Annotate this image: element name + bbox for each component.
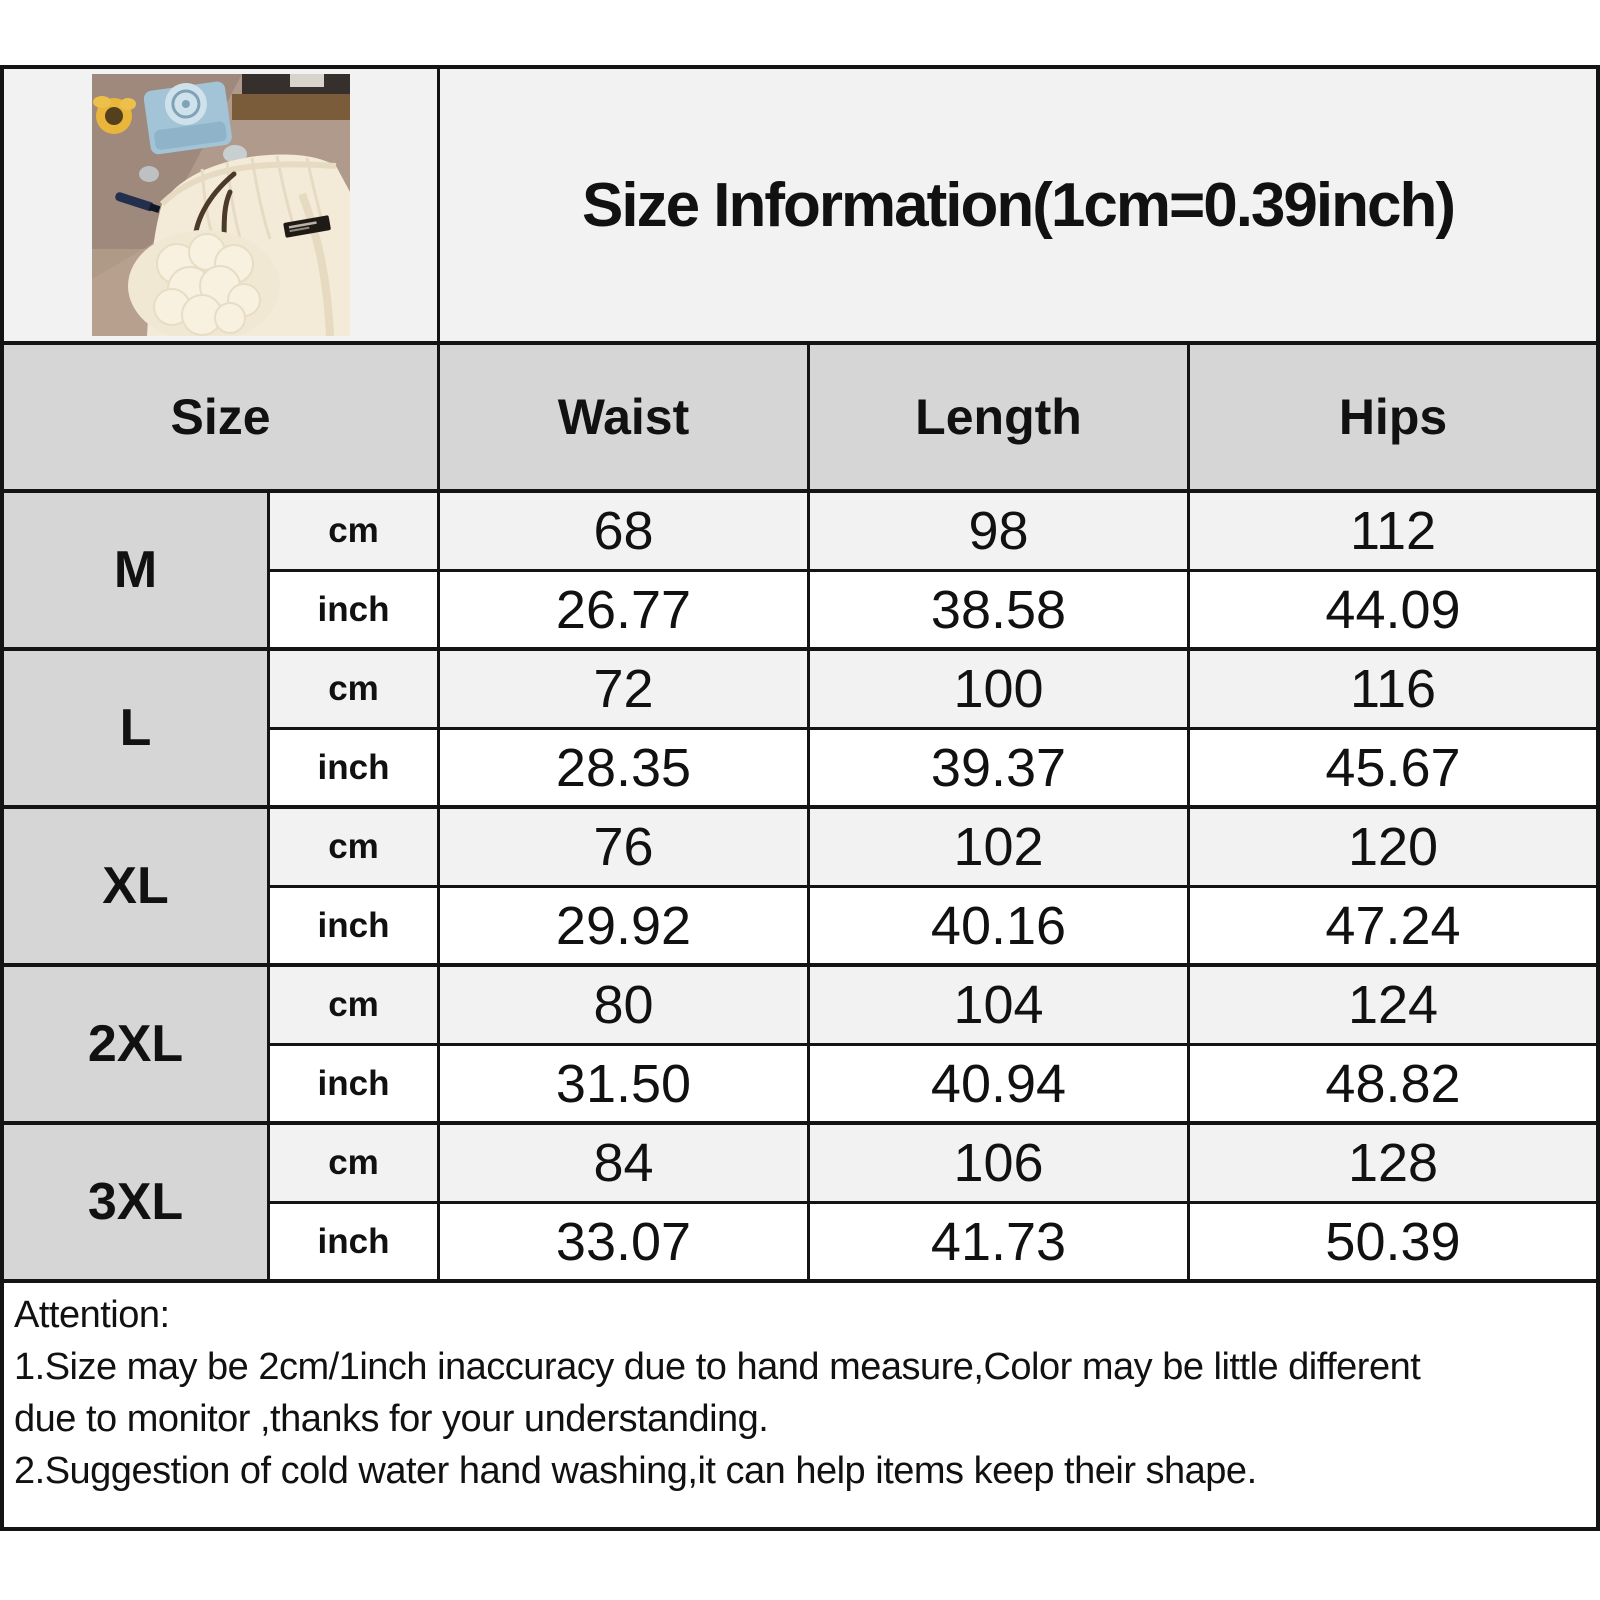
hips-cm-value: 128 [1190,1125,1596,1204]
attention-heading: Attention: [14,1294,170,1336]
hips-inch-value: 45.67 [1190,730,1596,809]
waist-cm-value: 76 [440,809,810,888]
hips-inch-value: 50.39 [1190,1204,1596,1283]
size-label-2xl: 2XL [4,967,270,1125]
waist-inch-value: 29.92 [440,888,810,967]
col-header-size: Size [4,345,440,493]
unit-label-cm: cm [270,1125,440,1204]
length-cm-value: 102 [810,809,1190,888]
length-cm-value: 98 [810,493,1190,572]
length-cm-value: 106 [810,1125,1190,1204]
unit-label-inch: inch [270,888,440,967]
size-label-xl: XL [4,809,270,967]
unit-label-cm: cm [270,651,440,730]
waist-inch-value: 26.77 [440,572,810,651]
col-header-length: Length [810,345,1190,493]
hips-cm-value: 112 [1190,493,1596,572]
hips-cm-value: 116 [1190,651,1596,730]
attention-line-1: 1.Size may be 2cm/1inch inaccuracy due to hand measure,Color may be little different [14,1346,1421,1388]
unit-label-cm: cm [270,967,440,1046]
unit-label-inch: inch [270,1046,440,1125]
size-label-3xl: 3XL [4,1125,270,1283]
col-header-waist: Waist [440,345,810,493]
unit-label-cm: cm [270,493,440,572]
hips-cm-value: 124 [1190,967,1596,1046]
length-inch-value: 38.58 [810,572,1190,651]
product-photo-cell [4,69,440,345]
unit-label-inch: inch [270,730,440,809]
col-header-hips: Hips [1190,345,1596,493]
unit-label-inch: inch [270,572,440,651]
unit-label-inch: inch [270,1204,440,1283]
wooden-tray [232,94,350,120]
waist-cm-value: 84 [440,1125,810,1204]
hips-inch-value: 47.24 [1190,888,1596,967]
size-info-title: Size Information(1cm=0.39inch) [440,69,1596,345]
length-inch-value: 40.16 [810,888,1190,967]
waist-inch-value: 31.50 [440,1046,810,1125]
length-inch-value: 39.37 [810,730,1190,809]
product-photo [92,74,350,336]
attention-line-2: due to monitor ,thanks for your understanding. [14,1398,769,1440]
waist-cm-value: 72 [440,651,810,730]
hips-inch-value: 48.82 [1190,1046,1596,1125]
length-inch-value: 41.73 [810,1204,1190,1283]
size-chart-table [0,65,1600,1531]
size-label-m: M [4,493,270,651]
size-label-l: L [4,651,270,809]
hips-cm-value: 120 [1190,809,1596,888]
hips-inch-value: 44.09 [1190,572,1596,651]
waist-inch-value: 28.35 [440,730,810,809]
length-cm-value: 100 [810,651,1190,730]
attention-note [4,1283,1596,1527]
length-inch-value: 40.94 [810,1046,1190,1125]
waist-cm-value: 68 [440,493,810,572]
waist-inch-value: 33.07 [440,1204,810,1283]
length-cm-value: 104 [810,967,1190,1046]
waist-cm-value: 80 [440,967,810,1046]
unit-label-cm: cm [270,809,440,888]
attention-line-3: 2.Suggestion of cold water hand washing,it can help items keep their shape. [14,1450,1257,1492]
